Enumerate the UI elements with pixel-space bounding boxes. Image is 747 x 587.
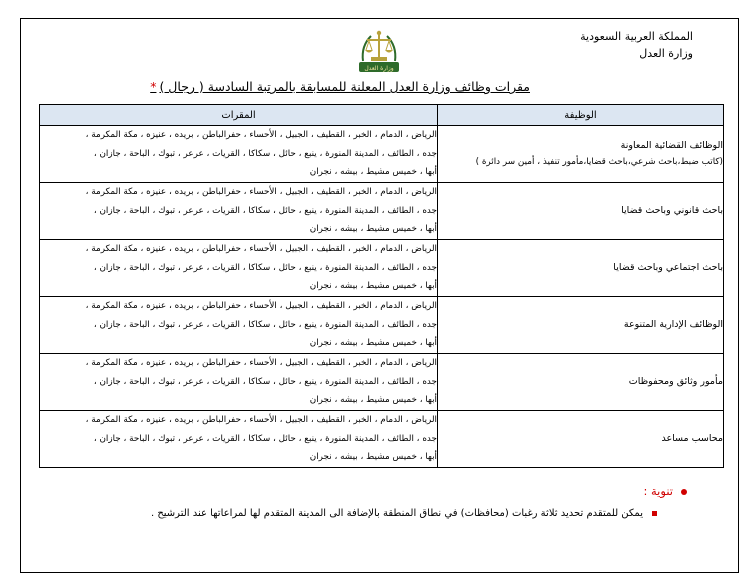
locations-cell xyxy=(40,240,438,297)
locations-line: الرياض ، الدمام ، الخبر ، القطيف ، الجبيل ، الأحساء ، حفرالباطن ، بريده ، عنيزه ، مكة المكرمة ، xyxy=(85,415,437,426)
note-heading xyxy=(643,484,687,498)
locations-line: أبها ، خميس مشيط ، بيشه ، نجران xyxy=(309,452,437,463)
header-locations: المقرات xyxy=(40,105,438,126)
note-heading-text: تنوية : xyxy=(643,484,673,498)
header-job: الوظيفة xyxy=(438,105,724,126)
locations-line: الرياض ، الدمام ، الخبر ، القطيف ، الجبيل ، الأحساء ، حفرالباطن ، بريده ، عنيزه ، مكة المكرمة ، xyxy=(85,301,437,312)
page-title xyxy=(150,79,530,94)
locations-line: الرياض ، الدمام ، الخبر ، القطيف ، الجبيل ، الأحساء ، حفرالباطن ، بريده ، عنيزه ، مكة المكرمة ، xyxy=(85,244,437,255)
note-item-text: يمكن للمتقدم تحديد ثلاثة رغبات (محافظات) في نطاق المنطقة بالإضافة الى المدينة المتقدم لها لمراعاتها عند الترشيح . xyxy=(150,508,643,519)
country-name: المملكة العربية السعودية xyxy=(580,30,693,43)
bullet-square-icon xyxy=(652,511,657,516)
job-cell xyxy=(438,354,724,411)
logo-lettering: وزارة العدل xyxy=(364,65,394,72)
job-cell xyxy=(438,126,724,183)
table-row xyxy=(40,183,724,240)
locations-line: أبها ، خميس مشيط ، بيشه ، نجران xyxy=(309,281,437,292)
job-title: باحث قانوني وباحث قضايا xyxy=(621,205,723,216)
locations-line: الرياض ، الدمام ، الخبر ، القطيف ، الجبيل ، الأحساء ، حفرالباطن ، بريده ، عنيزه ، مكة المكرمة ، xyxy=(85,358,437,369)
table-row xyxy=(40,411,724,468)
job-title: محاسب مساعد xyxy=(661,433,723,444)
table-row xyxy=(40,126,724,183)
locations-line: أبها ، خميس مشيط ، بيشه ، نجران xyxy=(309,224,437,235)
job-cell xyxy=(438,183,724,240)
locations-line: جده ، الطائف ، المدينة المنورة ، ينبع ، حائل ، سكاكا ، القريات ، عرعر ، تبوك ، الباحة ، جازان ، xyxy=(93,433,437,444)
job-title: باحث اجتماعي وباحث قضايا xyxy=(613,262,723,273)
locations-line: جده ، الطائف ، المدينة المنورة ، ينبع ، حائل ، سكاكا ، القريات ، عرعر ، تبوك ، الباحة ، جازان ، xyxy=(93,262,437,273)
locations-line: أبها ، خميس مشيط ، بيشه ، نجران xyxy=(309,338,437,349)
table-header-row xyxy=(40,105,724,126)
table-row xyxy=(40,240,724,297)
ministry-logo-icon xyxy=(357,28,401,74)
locations-cell xyxy=(40,183,438,240)
locations-line: أبها ، خميس مشيط ، بيشه ، نجران xyxy=(309,167,437,178)
job-subtitle: (كاتب ضبط،باحث شرعي،باحث قضايا،مأمور تنفيذ ، أمين سر دائرة ) xyxy=(475,157,723,167)
job-title: الوظائف القضائية المعاونة xyxy=(620,140,723,151)
locations-cell xyxy=(40,354,438,411)
org-header xyxy=(580,28,693,62)
ministry-name: وزارة العدل xyxy=(639,47,693,60)
locations-line: جده ، الطائف ، المدينة المنورة ، ينبع ، حائل ، سكاكا ، القريات ، عرعر ، تبوك ، الباحة ، جازان ، xyxy=(93,148,437,159)
locations-line: الرياض ، الدمام ، الخبر ، القطيف ، الجبيل ، الأحساء ، حفرالباطن ، بريده ، عنيزه ، مكة المكرمة ، xyxy=(85,130,437,141)
locations-line: جده ، الطائف ، المدينة المنورة ، ينبع ، حائل ، سكاكا ، القريات ، عرعر ، تبوك ، الباحة ، جازان ، xyxy=(93,205,437,216)
job-cell xyxy=(438,240,724,297)
locations-cell xyxy=(40,297,438,354)
locations-cell xyxy=(40,411,438,468)
locations-cell xyxy=(40,126,438,183)
locations-line: أبها ، خميس مشيط ، بيشه ، نجران xyxy=(309,395,437,406)
locations-line: جده ، الطائف ، المدينة المنورة ، ينبع ، حائل ، سكاكا ، القريات ، عرعر ، تبوك ، الباحة ، جازان ، xyxy=(93,376,437,387)
note-item xyxy=(151,508,657,519)
jobs-table xyxy=(39,104,724,468)
job-cell xyxy=(438,297,724,354)
job-title: مأمور وثائق ومحفوظات xyxy=(628,376,723,387)
locations-line: الرياض ، الدمام ، الخبر ، القطيف ، الجبيل ، الأحساء ، حفرالباطن ، بريده ، عنيزه ، مكة المكرمة ، xyxy=(85,187,437,198)
job-title: الوظائف الإدارية المتنوعة xyxy=(623,319,723,330)
page-title-text: مقرات وظائف وزارة العدل المعلنة للمسابقة بالمرتبة السادسة ( رجال ) xyxy=(159,79,530,94)
table-row xyxy=(40,354,724,411)
table-row xyxy=(40,297,724,354)
locations-line: جده ، الطائف ، المدينة المنورة ، ينبع ، حائل ، سكاكا ، القريات ، عرعر ، تبوك ، الباحة ، جازان ، xyxy=(93,319,437,330)
bullet-dot-icon xyxy=(681,489,687,495)
job-cell xyxy=(438,411,724,468)
title-asterisk: * xyxy=(150,79,157,94)
